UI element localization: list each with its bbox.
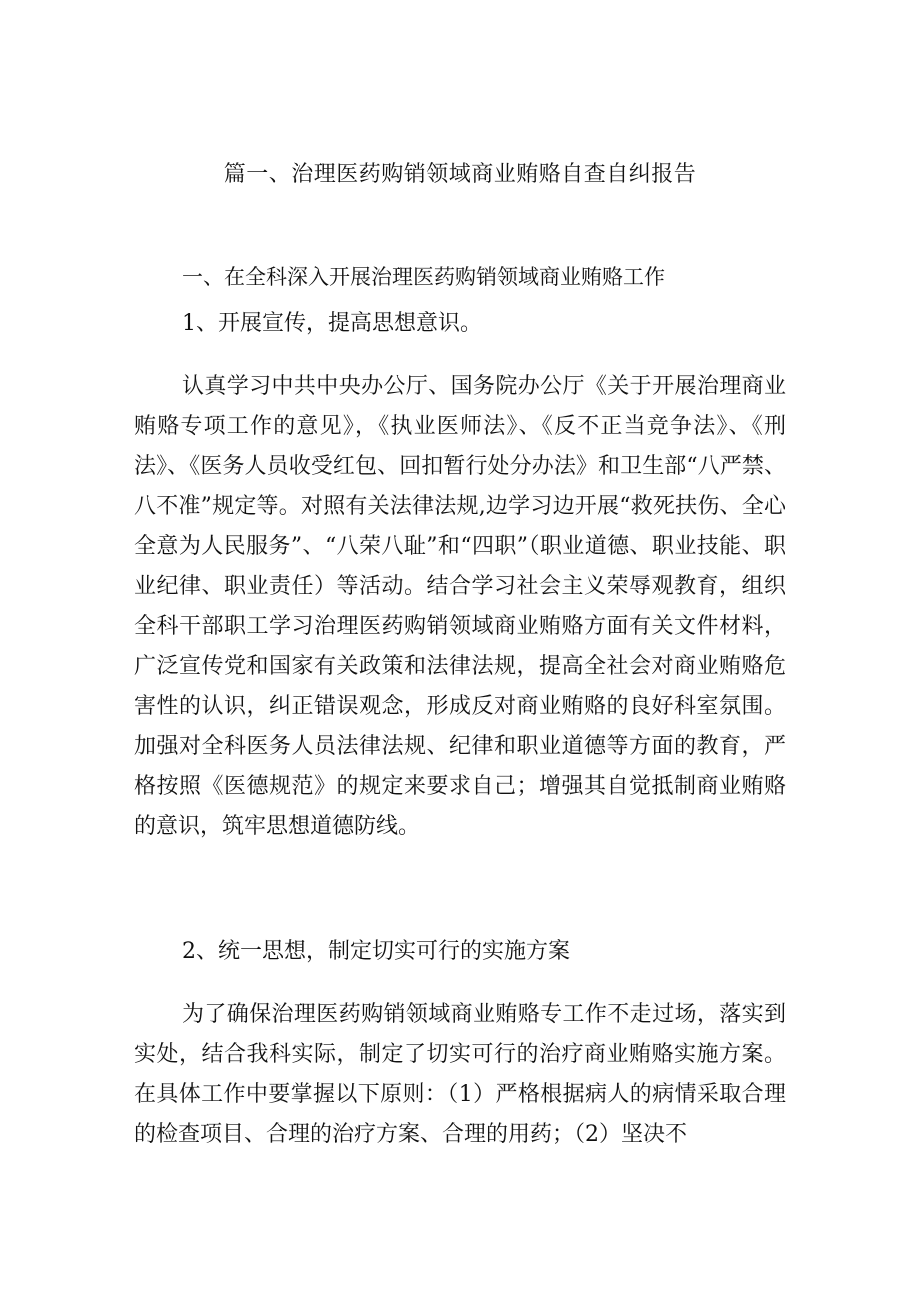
subsection-heading-2: 2、统一思想，制定切实可行的实施方案 bbox=[182, 939, 570, 964]
body-paragraph-1: 认真学习中共中央办公厅、国务院办公厅《关于开展治理商业贿赂专项工作的意见》，《执业医师法》、《反不正当竞争法》、《刑法》、《医务人员收受红包、回扣暂行处分办法》和卫生部“八严禁、八不准”规定等。对照有关法律法规,边学习边开展“救死扶伤、全心全意为人民服务”、“八荣八耻”和“四职”（职业道德、职业技能、职业纪律、职业责任）等活动。结合学习社会主义荣辱观教育，组织全科干部职工学习治理医药购销领域商业贿赂方面有关文件材料，广泛宣传党和国家有关政策和法律法规，提高全社会对商业贿赂危害性的认识，纠正错误观念，形成反对商业贿赂的良好科室氛围。加强对全科医务人员法律法规、纪律和职业道德等方面的教育，严格按照《医德规范》的规定来要求自己；增强其自觉抵制商业贿赂的意识，筑牢思想道德防线。 bbox=[134, 374, 786, 839]
section-heading: 一、在全科深入开展治理医药购销领域商业贿赂工作 bbox=[182, 265, 665, 289]
body-paragraph-2: 为了确保治理医药购销领域商业贿赂专工作不走过场，落实到实处，结合我科实际，制定了切实可行的治疗商业贿赂实施方案。在具体工作中要掌握以下原则：（1）严格根据病人的病情采取合理的检查项目、合理的治疗方案、合理的用药；（2）坚决不 bbox=[134, 1002, 786, 1147]
subsection-heading-1: 1、开展宣传，提高思想意识。 bbox=[182, 311, 482, 336]
document-title: 篇一、治理医药购销领域商业贿赂自查自纠报告 bbox=[223, 162, 697, 187]
